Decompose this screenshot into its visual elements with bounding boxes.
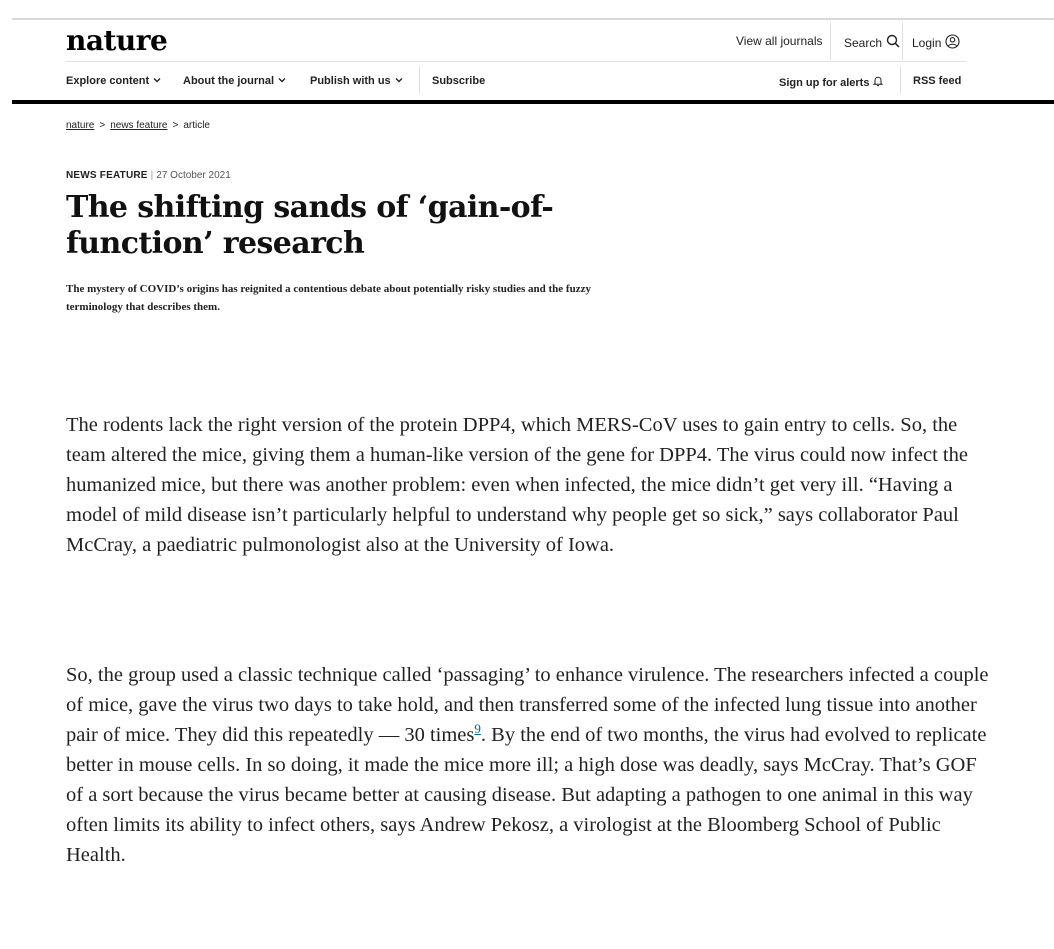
meta-divider: | [150, 170, 154, 181]
nav-publish-with-us[interactable] [310, 75, 404, 87]
search-button[interactable] [844, 34, 900, 51]
view-all-journals-link[interactable] [736, 34, 823, 48]
rss-label: RSS feed [913, 75, 962, 87]
chevron-down-icon [152, 75, 162, 87]
sign-up-alerts-button[interactable] [779, 75, 884, 90]
breadcrumb-section-link[interactable]: news feature [110, 120, 168, 131]
site-header [0, 22, 1054, 60]
paragraph-text: So, the group used a classic technique called ‘passaging’ to enhance virulence. The researchers infected a couple of mice, gave the virus two days to take hold, and then transferred some of the infected lung tissue into another pair of mice. They did this repeatedly — 30 times [66, 664, 989, 746]
header-divider [830, 22, 831, 60]
rss-feed-link[interactable] [913, 75, 961, 87]
nav-about-label: About the journal [183, 75, 275, 87]
article-standfirst: The mystery of COVID’s origins has reignited a contentious debate about potentially risky studies and the fuzzy terminology that describes them. [66, 283, 591, 313]
nav-explore-label: Explore content [66, 75, 150, 87]
nav-publish-label: Publish with us [310, 75, 391, 87]
login-label: Login [912, 36, 942, 50]
breadcrumb [66, 120, 210, 131]
search-label: Search [844, 35, 883, 50]
article-type: NEWS FEATURE [66, 170, 148, 181]
article-paragraph: The rodents lack the right version of the protein DPP4, which MERS-CoV uses to gain entry to cells. So, the team altered the mice, giving them a human-like version of the gene for DPP4. The virus could now infect the humanized mice, but there was another problem: even when infected, the mice didn’t get very ill. “Having a model of mild disease isn’t particularly helpful to understand why people get so sick,” says collaborator Paul McCray, a paediatric pulmonologist also at the University of Iowa. [66, 414, 968, 556]
nav-divider [419, 66, 420, 94]
chevron-down-icon [277, 75, 287, 87]
article-title: The shifting sands of ‘gain-of-function’ research [66, 190, 554, 261]
alerts-label: Sign up for alerts [779, 76, 870, 89]
chevron-down-icon [394, 75, 404, 87]
breadcrumb-home-link[interactable]: nature [66, 120, 95, 131]
nature-logo[interactable]: nature [66, 24, 168, 57]
top-rule [12, 18, 1054, 20]
nav-about-journal[interactable] [183, 75, 287, 87]
search-icon [886, 34, 900, 51]
article-date: 27 October 2021 [156, 170, 231, 181]
nav-divider [900, 66, 901, 94]
paragraph-text: . By the end of two months, the virus had evolved to replicate better in mouse cells. In so doing, it made the mice more ill; a high dose was deadly, says McCray. That’s GOF of a sort because the virus became better at causing disease. But adapting a pathogen to one animal in this way often limits its ability to infect others, says Andrew Pekosz, a virologist at the Bloomberg School of Public Health. [66, 724, 987, 866]
nav-subscribe-label: Subscribe [432, 75, 486, 87]
reference-link[interactable]: 9 [474, 721, 481, 737]
breadcrumb-separator: > [172, 120, 179, 131]
bell-icon [872, 75, 884, 90]
nav-explore-content[interactable] [66, 75, 162, 87]
nav-subscribe[interactable] [432, 75, 485, 87]
breadcrumb-separator: > [99, 120, 106, 131]
header-divider [902, 22, 903, 60]
article-meta [66, 170, 231, 181]
article-paragraph [66, 660, 996, 870]
header-bottom-rule [12, 100, 1054, 104]
main-nav [0, 62, 1054, 98]
login-button[interactable] [912, 34, 960, 52]
user-circle-icon [945, 34, 960, 52]
breadcrumb-current: article [183, 120, 210, 131]
view-all-journals-label: View all journals [736, 34, 823, 48]
